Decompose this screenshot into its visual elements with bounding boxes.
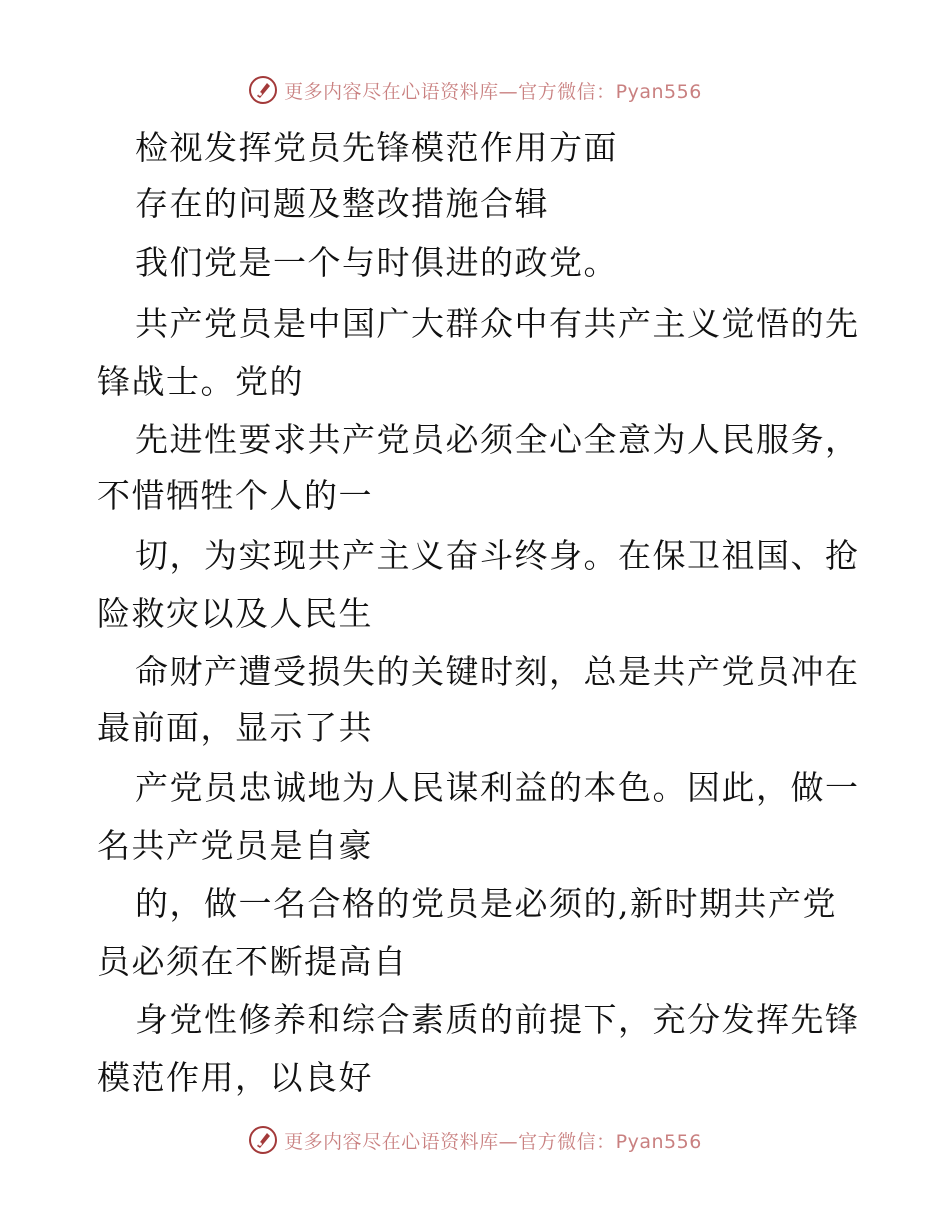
doc-title-line-1: 检视发挥党员先锋模范作用方面 bbox=[135, 128, 618, 167]
paragraph-line: 切，为实现共产主义奋斗终身。在保卫祖国、抢 bbox=[135, 536, 860, 575]
paragraph-line: 的，做一名合格的党员是必须的,新时期共产党 bbox=[135, 884, 837, 923]
footer-watermark-text: 更多内容尽在心语资料库—官方微信：Pyan556 bbox=[284, 1130, 702, 1153]
paragraph-line: 我们党是一个与时俱进的政党。 bbox=[135, 243, 618, 282]
doc-title-line-2: 存在的问题及整改措施合辑 bbox=[135, 184, 549, 223]
pen-nib-logo-icon bbox=[248, 1125, 278, 1155]
paragraph-line: 员必须在不断提高自 bbox=[97, 942, 408, 981]
paragraph-line: 锋战士。党的 bbox=[97, 362, 304, 401]
pen-nib-logo-icon bbox=[248, 75, 278, 105]
header-watermark-banner bbox=[0, 68, 950, 112]
paragraph-line: 先进性要求共产党员必须全心全意为人民服务， bbox=[135, 420, 860, 459]
paragraph-line: 不惜牺牲个人的一 bbox=[97, 476, 373, 515]
paragraph-line: 共产党员是中国广大群众中有共产主义觉悟的先 bbox=[135, 304, 860, 343]
paragraph-line: 产党员忠诚地为人民谋利益的本色。因此，做一 bbox=[135, 768, 860, 807]
header-watermark-text: 更多内容尽在心语资料库—官方微信：Pyan556 bbox=[284, 80, 702, 103]
paragraph-line: 命财产遭受损失的关键时刻，总是共产党员冲在 bbox=[135, 652, 860, 691]
paragraph-line: 身党性修养和综合素质的前提下，充分发挥先锋 bbox=[135, 1000, 860, 1039]
paragraph-line: 险救灾以及人民生 bbox=[97, 594, 373, 633]
footer-watermark-banner bbox=[0, 1118, 950, 1162]
paragraph-line: 名共产党员是自豪 bbox=[97, 826, 373, 865]
paragraph-line: 模范作用，以良好 bbox=[97, 1058, 373, 1097]
paragraph-line: 最前面，显示了共 bbox=[97, 708, 373, 747]
